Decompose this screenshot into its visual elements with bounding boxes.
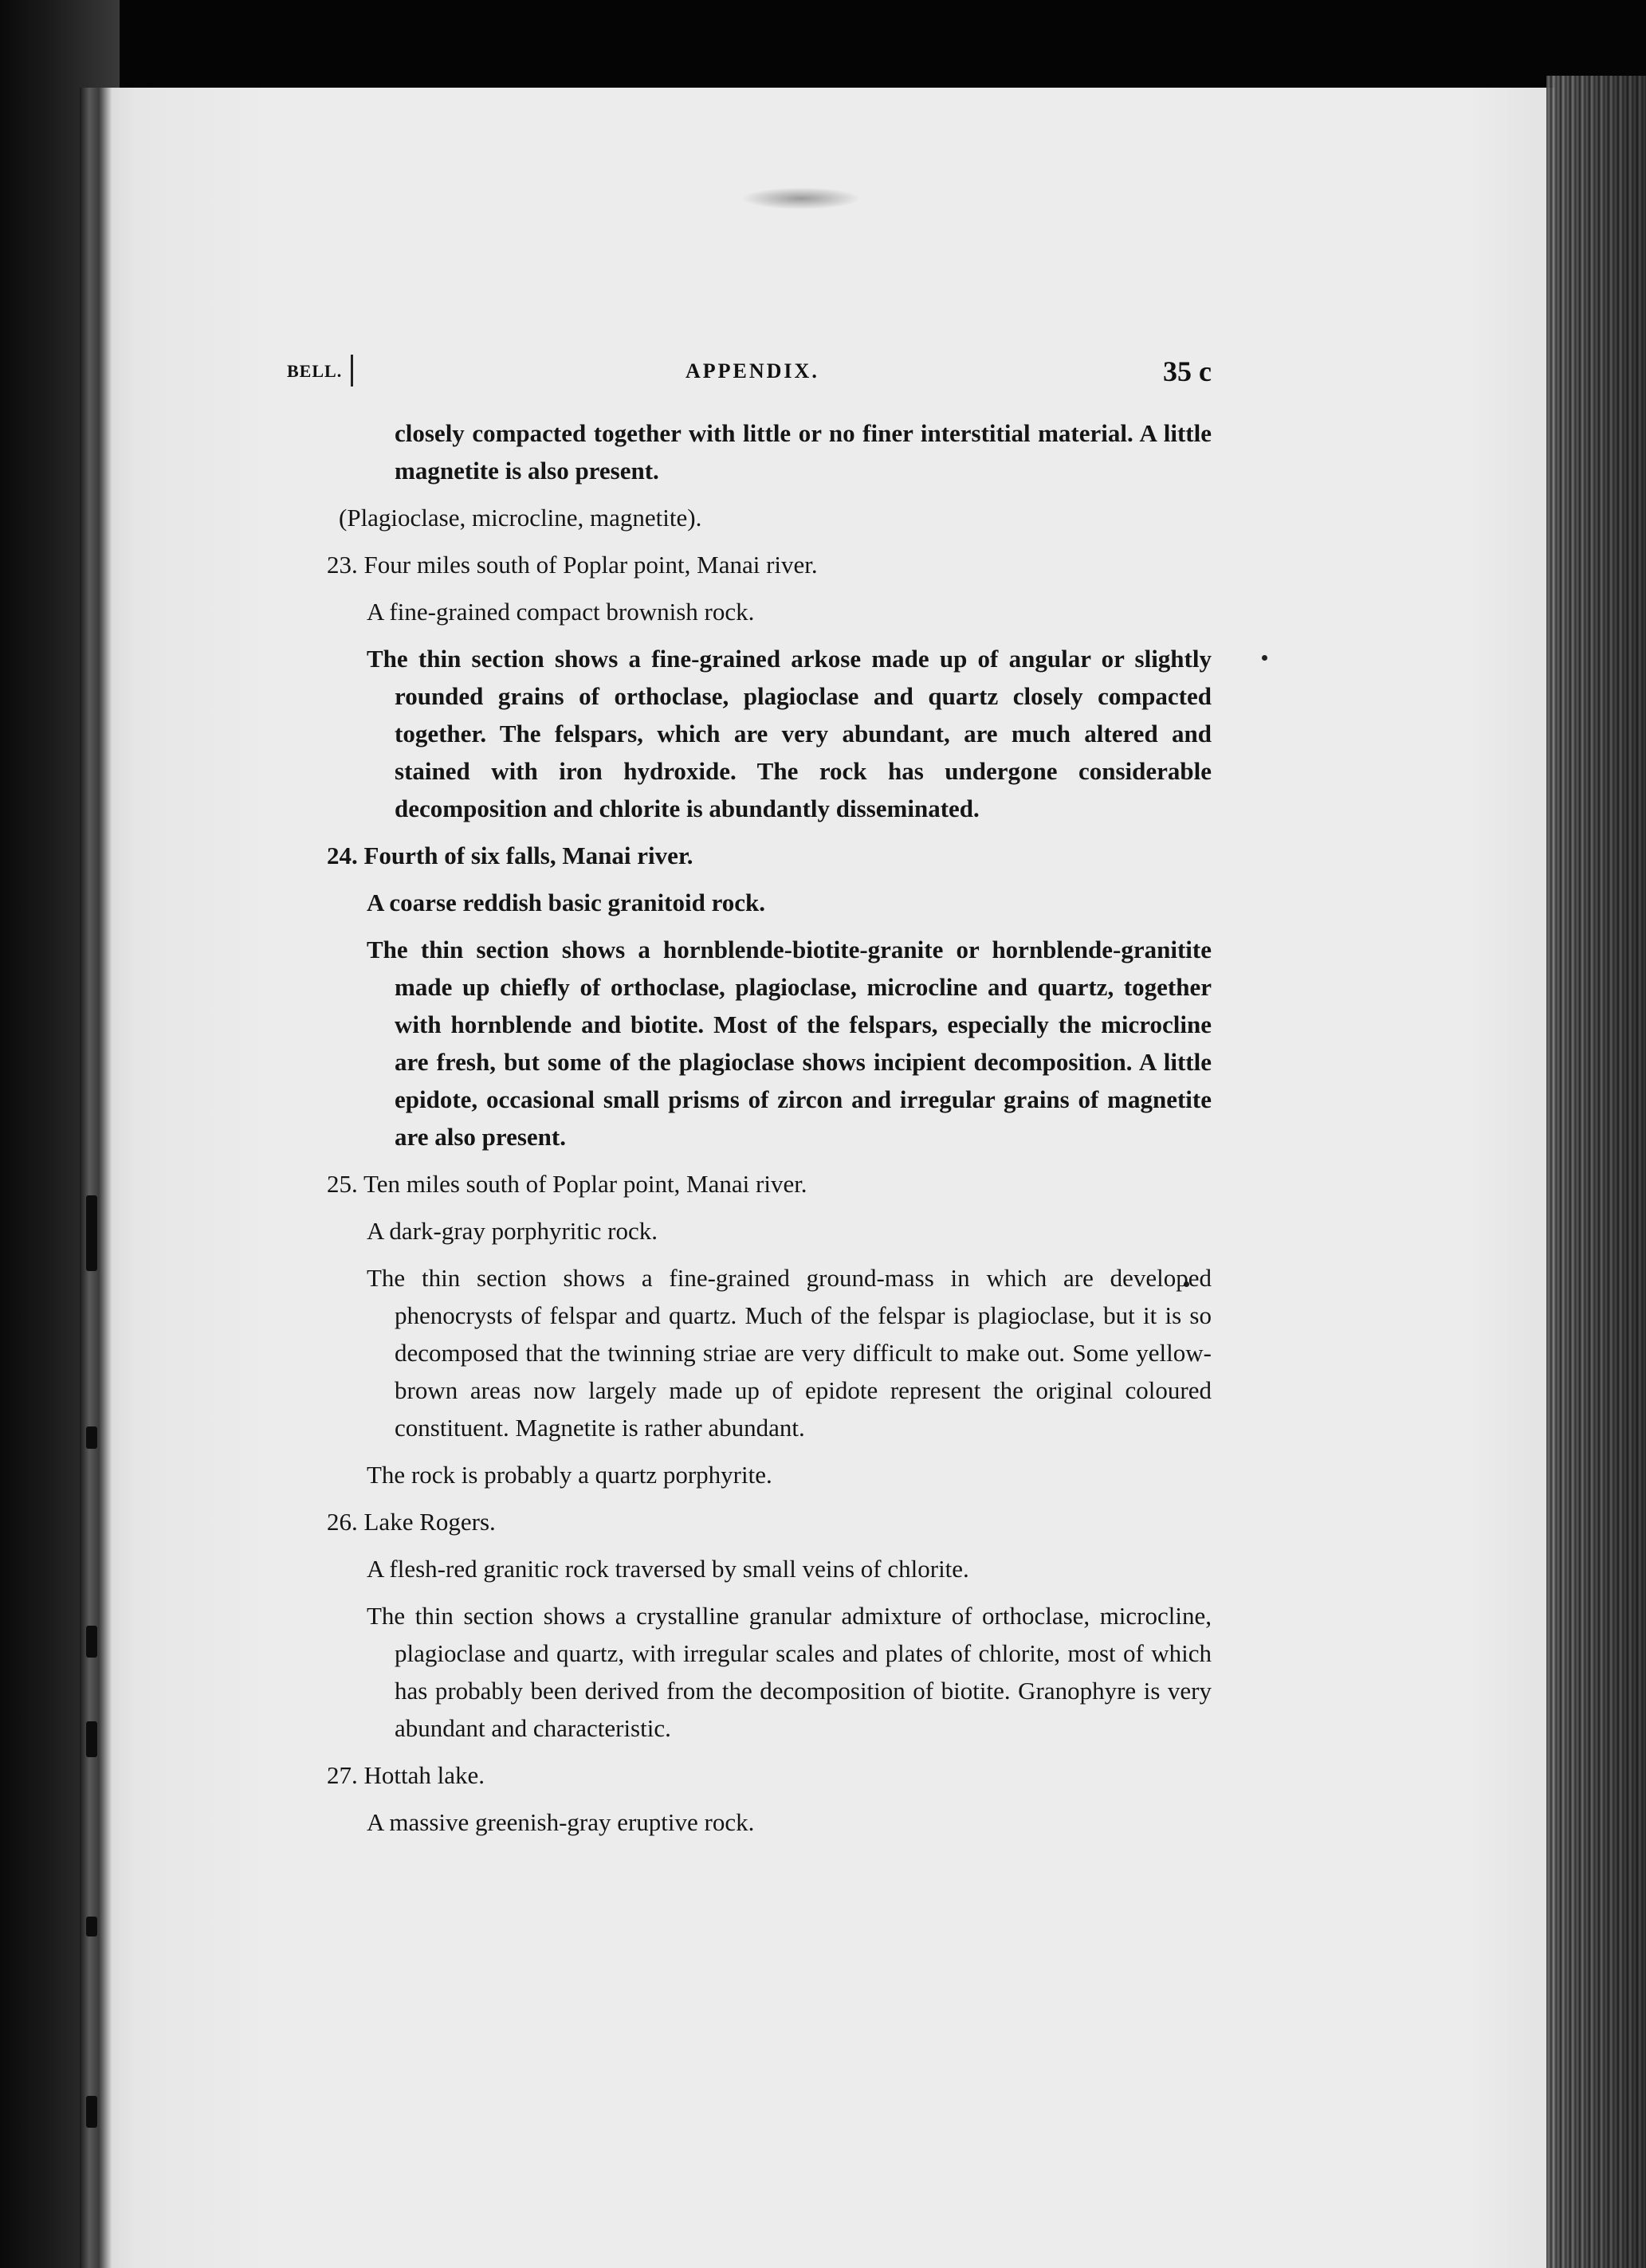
running-title: APPENDIX. — [686, 359, 819, 383]
continuation-paragraph: closely compacted together with little or no finer interstitial material. A little magnetite is also present. — [395, 419, 1212, 485]
sample-number: 24. — [327, 842, 358, 869]
sample-location: Lake Rogers. — [363, 1508, 496, 1536]
sample-heading — [327, 837, 1212, 874]
sample-number: 23. — [327, 551, 358, 579]
binding-marker — [86, 2096, 97, 2128]
stray-ink-dot — [1262, 655, 1267, 661]
sample-number: 27. — [327, 1761, 358, 1789]
ink-smudge — [741, 187, 861, 210]
sample-rock: A dark-gray porphyritic rock. — [367, 1217, 658, 1245]
sample-rock: A fine-grained compact brownish rock. — [367, 598, 755, 626]
page-stack-edge — [1546, 76, 1646, 2268]
sample-number: 25. — [327, 1170, 358, 1198]
sample-rock: A massive greenish-gray eruptive rock. — [367, 1808, 755, 1836]
sample-note: The rock is probably a quartz porphyrite. — [367, 1461, 772, 1489]
sample-description: The thin section shows a fine-grained arkose made up of angular or slightly rounded grains of orthoclase, plagioclase and quartz closely compacted together. The felspars, which are very abundant, are much altered and stained with iron hydroxide. The rock has undergone considerable decomposition and chlorite is abundantly disseminated. — [367, 645, 1212, 822]
page-number: 35 c — [1163, 355, 1212, 387]
sample-heading — [327, 1165, 1212, 1203]
sample-location: Ten miles south of Poplar point, Manai river. — [363, 1170, 807, 1198]
binding-marker — [86, 1195, 97, 1271]
header-divider — [351, 355, 353, 387]
sample-location: Hottah lake. — [363, 1761, 485, 1789]
binding-marker — [86, 1426, 97, 1449]
page-header — [287, 355, 1212, 394]
sample-number: 26. — [327, 1508, 358, 1536]
sample-rock: A flesh-red granitic rock traversed by small veins of chlorite. — [367, 1555, 969, 1583]
sample-heading — [327, 1503, 1212, 1540]
sample-heading — [327, 1756, 1212, 1794]
book-binding-edge — [80, 88, 112, 2268]
header-left: BELL. — [287, 361, 343, 381]
binding-marker — [86, 1721, 97, 1757]
sample-location: Four miles south of Poplar point, Manai river. — [363, 551, 818, 579]
binding-marker — [86, 1917, 97, 1936]
sample-description: The thin section shows a crystalline granular admixture of orthoclase, microcline, plagioclase and quartz, with irregular scales and plates of chlorite, most of which has probably been derived from the decomposition of biotite. Granophyre is very abundant and characteristic. — [367, 1602, 1212, 1742]
binding-marker — [86, 1626, 97, 1658]
sample-rock: A coarse reddish basic granitoid rock. — [367, 889, 766, 916]
sample-description: The thin section shows a fine-grained ground-mass in which are developed phenocrysts of felspar and quartz. Much of the felspar is plagioclase, but it is so decomposed that the twinning striae are very difficult to make out. Some yellow-brown areas now largely made up of epidote represent the original coloured constituent. Magnetite is rather abundant. — [367, 1264, 1212, 1442]
sample-description: The thin section shows a hornblende-biotite-granite or hornblende-granitite made up chiefly of orthoclase, plagioclase, microcline and quartz, together with hornblende and biotite. Most of the felspars, especially the microcline are fresh, but some of the plagioclase shows incipient decomposition. A little epidote, occasional small prisms of zircon and irregular grains of magnetite are also present. — [367, 936, 1212, 1151]
sample-heading — [327, 546, 1212, 583]
page-body — [327, 414, 1212, 1850]
mineral-list: (Plagioclase, microcline, magnetite). — [339, 504, 702, 532]
sample-location: Fourth of six falls, Manai river. — [363, 842, 693, 869]
